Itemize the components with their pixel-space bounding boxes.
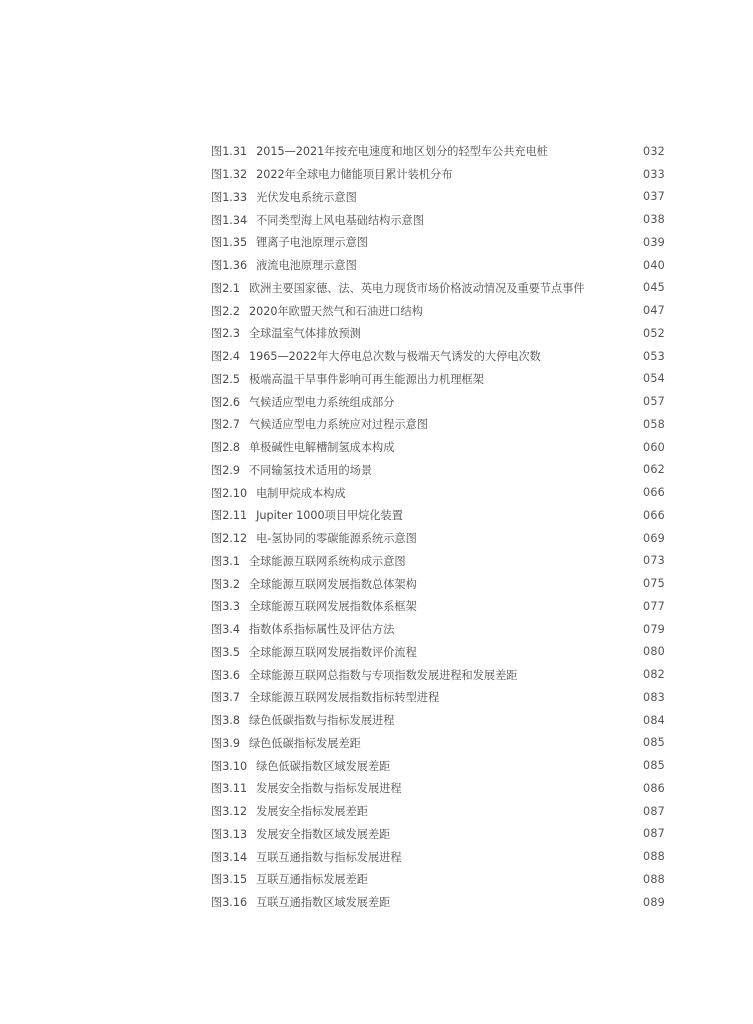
figure-number: 图3.15	[211, 873, 248, 887]
toc-entry[interactable]	[211, 663, 665, 686]
page-number: 085	[643, 736, 665, 750]
page-number: 045	[643, 281, 665, 295]
figure-title: 电-氢协同的零碳能源系统示意图	[256, 532, 417, 546]
figure-number: 图3.13	[211, 827, 248, 841]
figure-number: 图1.35	[211, 236, 248, 250]
figure-number: 图1.34	[211, 213, 248, 227]
figure-number: 图3.11	[211, 782, 248, 796]
toc-entry[interactable]	[211, 481, 665, 504]
figure-title: 锂离子电池原理示意图	[256, 236, 368, 250]
toc-entry[interactable]	[211, 254, 665, 277]
figure-title: 2022年全球电力储能项目累计装机分布	[256, 168, 453, 182]
page-number: 047	[643, 304, 665, 318]
figure-title: 指数体系指标属性及评估方法	[248, 623, 395, 637]
figure-number: 图3.10	[211, 759, 248, 773]
figure-title: 电制甲烷成本构成	[256, 486, 346, 500]
toc-entry[interactable]	[211, 709, 665, 732]
figure-title: 发展安全指标发展差距	[256, 805, 368, 819]
figure-title: 发展安全指数与指标发展进程	[256, 782, 402, 796]
toc-entry[interactable]	[211, 527, 665, 550]
toc-entry[interactable]	[211, 732, 665, 755]
toc-entry[interactable]	[211, 345, 665, 368]
page-number: 073	[643, 554, 665, 568]
toc-entry[interactable]	[211, 208, 665, 231]
page-number: 077	[643, 599, 665, 613]
figure-title: Jupiter 1000项目甲烷化装置	[256, 509, 403, 523]
toc-entry[interactable]	[211, 572, 665, 595]
page-number: 088	[643, 872, 665, 886]
page-number: 088	[643, 850, 665, 864]
figure-title: 绿色低碳指数区域发展差距	[256, 759, 391, 773]
figure-title: 全球温室气体排放预测	[248, 327, 361, 341]
figure-number: 图3.14	[211, 850, 248, 864]
toc-entry[interactable]	[211, 686, 665, 709]
figure-number: 图3.6	[211, 668, 240, 682]
page-number: 080	[643, 645, 665, 659]
figure-number: 图3.3	[211, 600, 240, 614]
figure-title: 气候适应型电力系统应对过程示意图	[248, 418, 428, 432]
figure-number: 图2.12	[211, 532, 248, 546]
figure-number: 图3.5	[211, 645, 240, 659]
figure-title: 不同输氢技术适用的场景	[248, 463, 373, 477]
page-number: 053	[643, 349, 665, 363]
toc-entry[interactable]	[211, 140, 665, 163]
page-number: 062	[643, 463, 665, 477]
toc-entry[interactable]	[211, 618, 665, 641]
figure-title: 极端高温干旱事件影响可再生能源出力机理框架	[248, 372, 484, 386]
figure-title: 发展安全指数区域发展差距	[256, 827, 391, 841]
toc-entry[interactable]	[211, 436, 665, 459]
toc-entry[interactable]	[211, 231, 665, 254]
toc-entry[interactable]	[211, 413, 665, 436]
figure-number: 图1.32	[211, 168, 248, 182]
figure-title: 全球能源互联网发展指数总体架构	[248, 577, 417, 591]
figure-title: 全球能源互联网总指数与专项指数发展进程和发展差距	[248, 668, 518, 682]
page-number: 087	[643, 804, 665, 818]
toc-entry[interactable]	[211, 459, 665, 482]
figure-title: 欧洲主要国家德、法、英电力现货市场价格波动情况及重要节点事件	[248, 281, 585, 295]
page-number: 079	[643, 622, 665, 636]
figure-title: 互联互通指数区域发展差距	[256, 896, 391, 910]
toc-entry[interactable]	[211, 777, 665, 800]
toc-entry[interactable]	[211, 390, 665, 413]
figure-number: 图3.7	[211, 691, 240, 705]
figure-number: 图3.4	[211, 623, 240, 637]
toc-entry[interactable]	[211, 868, 665, 891]
page-number: 052	[643, 326, 665, 340]
figure-number: 图3.1	[211, 554, 240, 568]
toc-entry[interactable]	[211, 845, 665, 868]
figure-number: 图2.6	[211, 395, 240, 409]
page-number: 033	[643, 167, 665, 181]
toc-entry[interactable]	[211, 299, 665, 322]
page-number: 057	[643, 395, 665, 409]
figure-title: 光伏发电系统示意图	[256, 190, 357, 204]
figure-number: 图1.33	[211, 190, 248, 204]
page-number: 089	[643, 895, 665, 909]
page-number: 082	[643, 668, 665, 682]
figure-title: 气候适应型电力系统组成部分	[248, 395, 395, 409]
page-number: 038	[643, 213, 665, 227]
figure-title: 绿色低碳指标发展差距	[248, 736, 361, 750]
page-number: 039	[643, 235, 665, 249]
toc-entry[interactable]	[211, 504, 665, 527]
figure-list	[211, 140, 665, 914]
figure-title: 互联互通指标发展差距	[256, 873, 368, 887]
figure-number: 图2.2	[211, 304, 240, 318]
figure-number: 图2.5	[211, 372, 240, 386]
figure-title: 全球能源互联网发展指数指标转型进程	[248, 691, 440, 705]
figure-title: 互联互通指数与指标发展进程	[256, 850, 402, 864]
page-number: 087	[643, 827, 665, 841]
page-number: 040	[643, 258, 665, 272]
figure-number: 图2.8	[211, 441, 240, 455]
toc-entry[interactable]	[211, 800, 665, 823]
page-number: 084	[643, 713, 665, 727]
page-number: 075	[643, 577, 665, 591]
toc-entry[interactable]	[211, 754, 665, 777]
figure-number: 图3.16	[211, 896, 248, 910]
toc-entry[interactable]	[211, 641, 665, 664]
figure-title: 液流电池原理示意图	[256, 259, 357, 273]
figure-number: 图1.36	[211, 259, 248, 273]
figure-number: 图2.3	[211, 327, 240, 341]
figure-title: 不同类型海上风电基础结构示意图	[256, 213, 424, 227]
figure-title: 全球能源互联网系统构成示意图	[248, 554, 406, 568]
figure-number: 图3.2	[211, 577, 240, 591]
figure-number: 图2.7	[211, 418, 240, 432]
toc-entry[interactable]	[211, 186, 665, 209]
figure-title: 单极碱性电解槽制氢成本构成	[248, 441, 395, 455]
page-number: 054	[643, 372, 665, 386]
figure-number: 图2.4	[211, 350, 240, 364]
page-number: 069	[643, 531, 665, 545]
figure-number: 图2.10	[211, 486, 248, 500]
figure-title: 全球能源互联网发展指数体系框架	[248, 600, 417, 614]
toc-entry[interactable]	[211, 163, 665, 186]
page-number: 085	[643, 759, 665, 773]
page-number: 066	[643, 508, 665, 522]
figure-number: 图2.11	[211, 509, 248, 523]
figure-title: 2020年欧盟天然气和石油进口结构	[248, 304, 423, 318]
toc-entry[interactable]	[211, 823, 665, 846]
page-number: 066	[643, 486, 665, 500]
figure-number: 图3.12	[211, 805, 248, 819]
figure-title: 全球能源互联网发展指数评价流程	[248, 645, 417, 659]
figure-number: 图1.31	[211, 145, 248, 159]
page-number: 032	[643, 144, 665, 158]
page-number: 058	[643, 417, 665, 431]
toc-entry[interactable]	[211, 368, 665, 391]
page-number: 037	[643, 190, 665, 204]
figure-number: 图3.8	[211, 714, 240, 728]
page-number: 086	[643, 781, 665, 795]
page-number: 060	[643, 440, 665, 454]
figure-title: 1965—2022年大停电总次数与极端天气诱发的大停电次数	[248, 350, 541, 364]
toc-entry[interactable]	[211, 891, 665, 914]
figure-number: 图2.9	[211, 463, 240, 477]
toc-entry[interactable]	[211, 322, 665, 345]
toc-entry[interactable]	[211, 277, 665, 300]
figure-number: 图2.1	[211, 281, 240, 295]
toc-entry[interactable]	[211, 550, 665, 573]
toc-entry[interactable]	[211, 595, 665, 618]
figure-number: 图3.9	[211, 736, 240, 750]
page-number: 083	[643, 690, 665, 704]
figure-title: 绿色低碳指数与指标发展进程	[248, 714, 395, 728]
figure-title: 2015—2021年按充电速度和地区划分的轻型车公共充电桩	[256, 145, 548, 159]
